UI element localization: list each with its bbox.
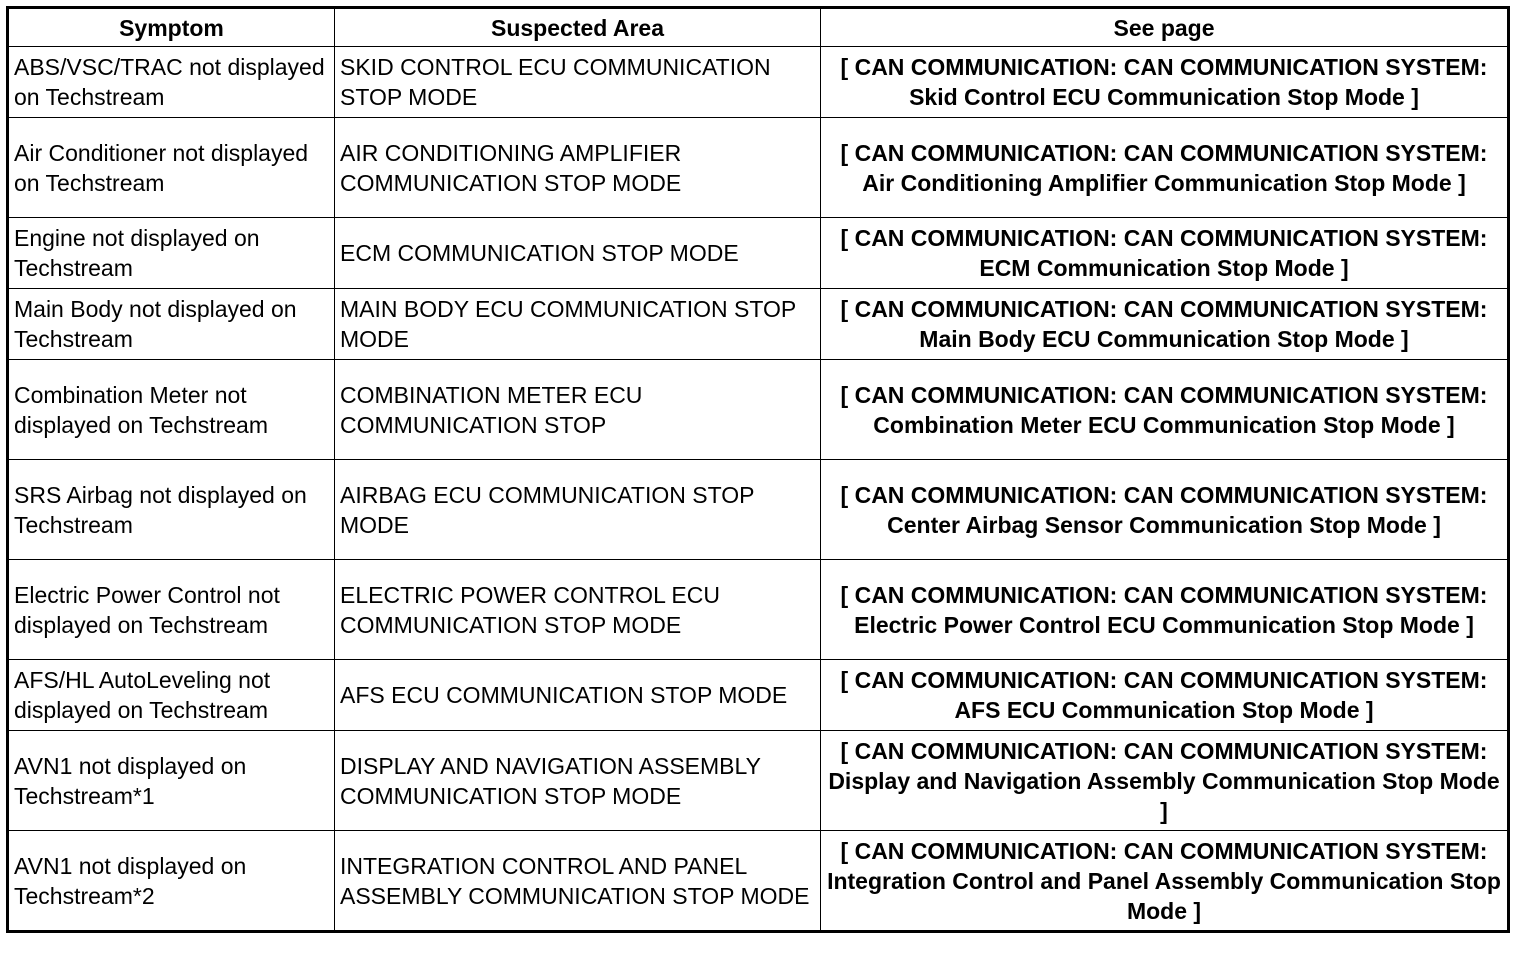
suspected-area-cell: AFS ECU COMMUNICATION STOP MODE <box>335 660 821 731</box>
header-suspected-area: Suspected Area <box>335 8 821 47</box>
table-row <box>8 360 1509 460</box>
see-page-link[interactable]: [ CAN COMMUNICATION: CAN COMMUNICATION SYSTEM: Electric Power Control ECU Communication Stop Mode ] <box>821 560 1509 660</box>
table-row <box>8 289 1509 360</box>
see-page-link[interactable]: [ CAN COMMUNICATION: CAN COMMUNICATION SYSTEM: Integration Control and Panel Assembly Communication Stop Mode ] <box>821 831 1509 932</box>
suspected-area-cell: ELECTRIC POWER CONTROL ECU COMMUNICATION STOP MODE <box>335 560 821 660</box>
see-page-link[interactable]: [ CAN COMMUNICATION: CAN COMMUNICATION SYSTEM: ECM Communication Stop Mode ] <box>821 218 1509 289</box>
suspected-area-cell: SKID CONTROL ECU COMMUNICATION STOP MODE <box>335 47 821 118</box>
see-page-link[interactable]: [ CAN COMMUNICATION: CAN COMMUNICATION SYSTEM: Combination Meter ECU Communication Stop Mode ] <box>821 360 1509 460</box>
suspected-area-cell: INTEGRATION CONTROL AND PANEL ASSEMBLY COMMUNICATION STOP MODE <box>335 831 821 932</box>
symptom-cell: Combination Meter not displayed on Techstream <box>8 360 335 460</box>
table-row <box>8 118 1509 218</box>
symptom-cell: Engine not displayed on Techstream <box>8 218 335 289</box>
header-see-page: See page <box>821 8 1509 47</box>
symptom-cell: Air Conditioner not displayed on Techstream <box>8 118 335 218</box>
table-row <box>8 218 1509 289</box>
symptom-cell: SRS Airbag not displayed on Techstream <box>8 460 335 560</box>
suspected-area-cell: AIR CONDITIONING AMPLIFIER COMMUNICATION STOP MODE <box>335 118 821 218</box>
symptom-table-container <box>6 6 1507 933</box>
table-row <box>8 460 1509 560</box>
suspected-area-cell: COMBINATION METER ECU COMMUNICATION STOP <box>335 360 821 460</box>
see-page-link[interactable]: [ CAN COMMUNICATION: CAN COMMUNICATION SYSTEM: Display and Navigation Assembly Communication Stop Mode ] <box>821 731 1509 831</box>
symptom-table <box>6 6 1510 933</box>
suspected-area-cell: DISPLAY AND NAVIGATION ASSEMBLY COMMUNICATION STOP MODE <box>335 731 821 831</box>
table-row <box>8 831 1509 932</box>
symptom-cell: AVN1 not displayed on Techstream*2 <box>8 831 335 932</box>
symptom-cell: AFS/HL AutoLeveling not displayed on Techstream <box>8 660 335 731</box>
table-row <box>8 560 1509 660</box>
see-page-link[interactable]: [ CAN COMMUNICATION: CAN COMMUNICATION SYSTEM: Center Airbag Sensor Communication Stop Mode ] <box>821 460 1509 560</box>
see-page-link[interactable]: [ CAN COMMUNICATION: CAN COMMUNICATION SYSTEM: Main Body ECU Communication Stop Mode ] <box>821 289 1509 360</box>
symptom-cell: ABS/VSC/TRAC not displayed on Techstream <box>8 47 335 118</box>
see-page-link[interactable]: [ CAN COMMUNICATION: CAN COMMUNICATION SYSTEM: AFS ECU Communication Stop Mode ] <box>821 660 1509 731</box>
symptom-cell: AVN1 not displayed on Techstream*1 <box>8 731 335 831</box>
table-header-row <box>8 8 1509 47</box>
header-symptom: Symptom <box>8 8 335 47</box>
table-row <box>8 660 1509 731</box>
symptom-cell: Electric Power Control not displayed on Techstream <box>8 560 335 660</box>
suspected-area-cell: AIRBAG ECU COMMUNICATION STOP MODE <box>335 460 821 560</box>
see-page-link[interactable]: [ CAN COMMUNICATION: CAN COMMUNICATION SYSTEM: Skid Control ECU Communication Stop Mode ] <box>821 47 1509 118</box>
table-row <box>8 731 1509 831</box>
symptom-cell: Main Body not displayed on Techstream <box>8 289 335 360</box>
suspected-area-cell: ECM COMMUNICATION STOP MODE <box>335 218 821 289</box>
table-row <box>8 47 1509 118</box>
see-page-link[interactable]: [ CAN COMMUNICATION: CAN COMMUNICATION SYSTEM: Air Conditioning Amplifier Communication Stop Mode ] <box>821 118 1509 218</box>
suspected-area-cell: MAIN BODY ECU COMMUNICATION STOP MODE <box>335 289 821 360</box>
